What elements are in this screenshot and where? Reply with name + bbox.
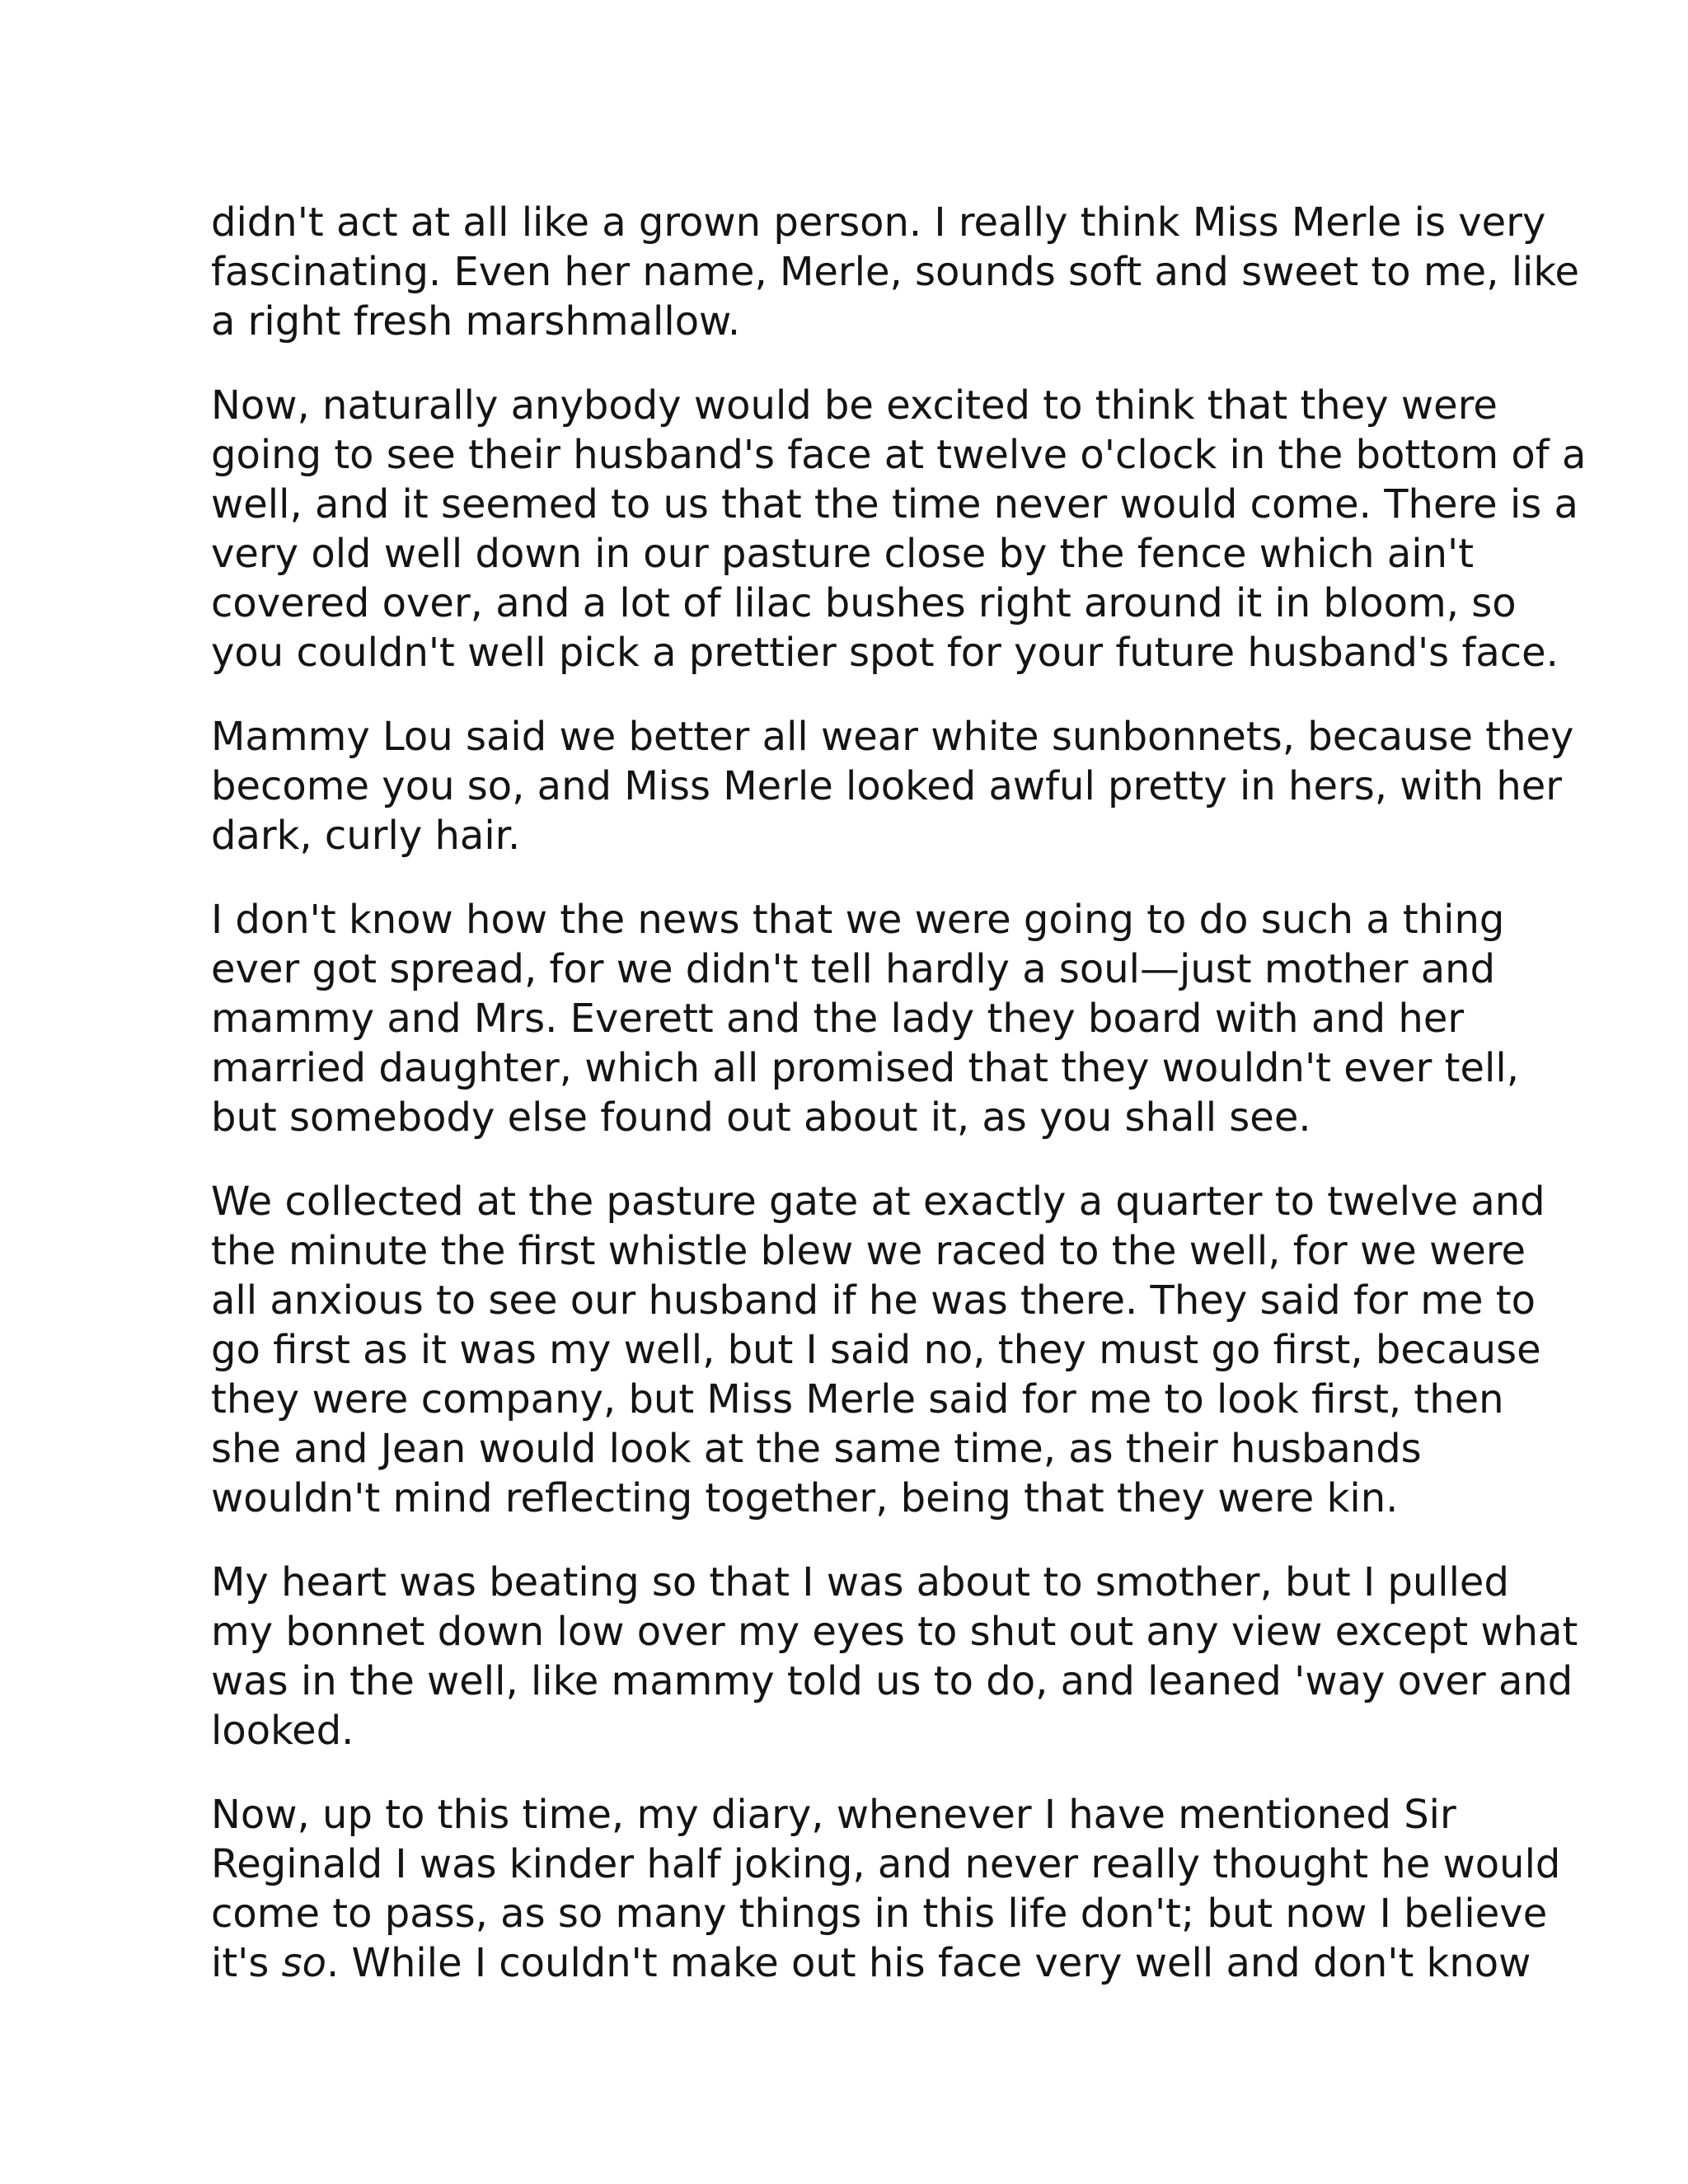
text-line: didn't act at all like a grown person. I really think Miss Merle is very [211, 199, 1546, 246]
text-line: looked. [211, 1708, 354, 1754]
text-line: become you so, and Miss Merle looked awful pretty in hers, with her [211, 763, 1563, 809]
text-line: come to pass, as so many things in this life don't; but now I believe [211, 1891, 1548, 1937]
paragraph-2 [211, 381, 1587, 677]
text-line: the minute the first whistle blew we raced to the well, for we were [211, 1228, 1526, 1274]
paragraph-3 [211, 712, 1574, 860]
text-line: We collected at the pasture gate at exactly a quarter to twelve and [211, 1179, 1545, 1225]
paragraph-4 [211, 895, 1519, 1142]
text-line: all anxious to see our husband if he was there. They said for me to [211, 1277, 1536, 1324]
text-line: married daughter, which all promised that they wouldn't ever tell, [211, 1045, 1519, 1091]
text-line: Now, up to this time, my diary, whenever I have mentioned Sir [211, 1792, 1456, 1838]
text-line: a right fresh marshmallow. [211, 298, 741, 344]
text-line: was in the well, like mammy told us to do, and leaned 'way over and [211, 1658, 1573, 1704]
text-line: but somebody else found out about it, as you shall see. [211, 1094, 1311, 1141]
text-line: my bonnet down low over my eyes to shut out any view except what [211, 1609, 1578, 1655]
text-line: covered over, and a lot of lilac bushes right around it in bloom, so [211, 580, 1517, 626]
text-line: Now, naturally anybody would be excited to think that they were [211, 382, 1498, 429]
paragraph-7 [211, 1790, 1561, 1988]
text-line: fascinating. Even her name, Merle, sounds soft and sweet to me, like [211, 249, 1580, 295]
paragraph-1 [211, 198, 1580, 346]
text-line: you couldn't well pick a prettier spot for your future husband's face. [211, 630, 1559, 676]
line-end: . While I couldn't make out his face very well and don't know [326, 1940, 1531, 1986]
text-line: wouldn't mind reflecting together, being that they were kin. [211, 1475, 1399, 1521]
text-line: mammy and Mrs. Everett and the lady they board with and her [211, 996, 1465, 1042]
text-line: Mammy Lou said we better all wear white sunbonnets, because they [211, 714, 1574, 760]
text-line: very old well down in our pasture close by the fence which ain't [211, 531, 1475, 577]
line-start: it's [211, 1940, 282, 1986]
text-line: ever got spread, for we didn't tell hardly a soul—just mother and [211, 946, 1496, 992]
paragraph-6 [211, 1558, 1578, 1755]
paragraph-5 [211, 1177, 1545, 1523]
text-line: My heart was beating so that I was about to smother, but I pulled [211, 1559, 1509, 1605]
text-line: well, and it seemed to us that the time never would come. There is a [211, 481, 1578, 527]
document-page [211, 198, 1587, 2022]
text-line: I don't know how the news that we were going to do such a thing [211, 897, 1505, 943]
text-line: Reginald I was kinder half joking, and never really thought he would [211, 1841, 1561, 1887]
text-line-with-emphasis [211, 1938, 1531, 1988]
text-line: going to see their husband's face at twelve o'clock in the bottom of a [211, 432, 1587, 478]
text-line: she and Jean would look at the same time, as their husbands [211, 1426, 1422, 1472]
emphasized-word: so [281, 1940, 326, 1986]
text-line: dark, curly hair. [211, 813, 521, 859]
text-line: go first as it was my well, but I said no, they must go first, because [211, 1327, 1541, 1373]
text-line: they were company, but Miss Merle said for me to look first, then [211, 1376, 1504, 1422]
